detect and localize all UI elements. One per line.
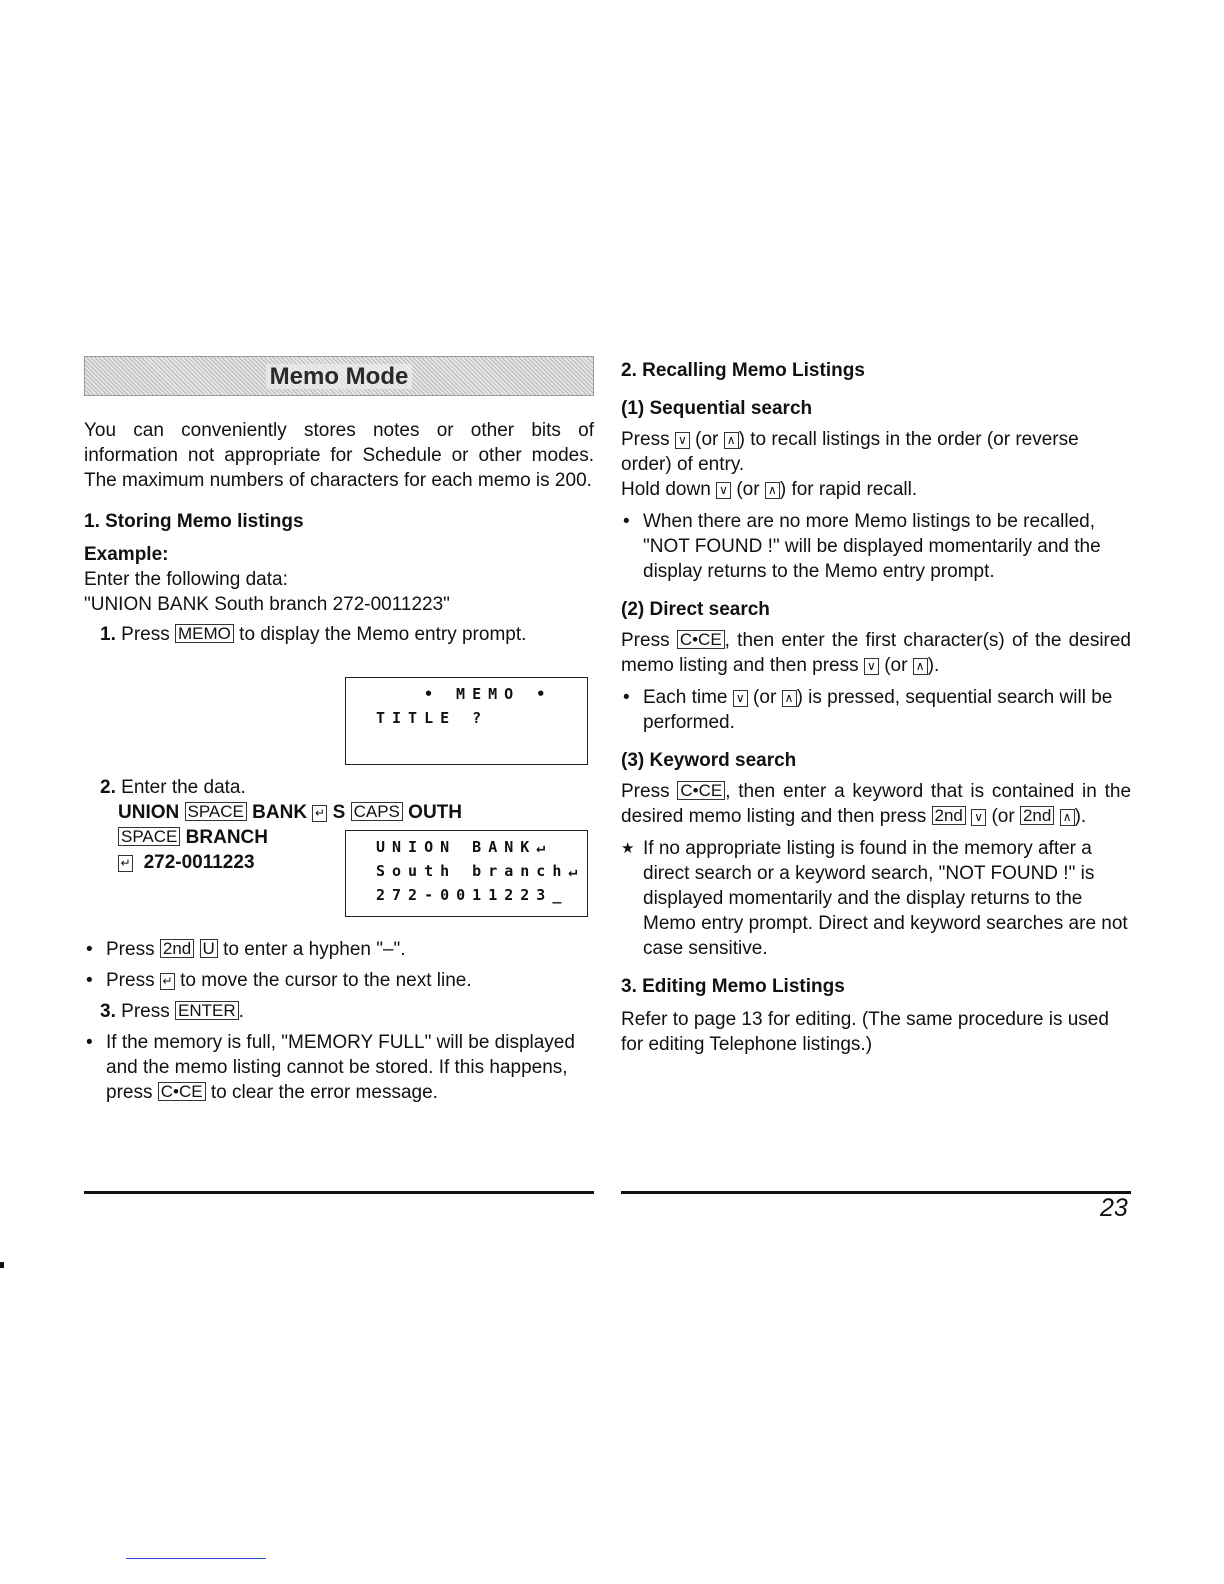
editing-text: Refer to page 13 for editing. (The same procedure is used for editing Telephone listings.) [621,1009,1109,1055]
text: ) is pressed, sequential search will be performed. [643,687,1113,733]
return-key-icon: ↵ [160,973,175,990]
text: Press [121,1001,170,1022]
storing-heading: 1. Storing Memo listings [84,511,304,532]
left-column [84,356,594,647]
text: Hold down [621,479,711,500]
step-1-text-a: Press [121,624,170,645]
memo-key: MEMO [175,624,234,643]
text: . [238,1001,244,1022]
space-key: SPACE [118,827,180,846]
down-key-icon: ∨ [675,432,690,449]
entry-word: BANK [252,802,308,823]
margin-mark [0,1262,4,1268]
sequential-text-2 [621,477,1131,502]
up-key-icon: ∧ [765,482,780,499]
lcd2-line3: 272-0011223_ [376,886,569,904]
text: ) to recall listings in the order (or reverse order) of entry. [621,429,1079,475]
step-1-number: 1. [100,624,116,645]
intro-paragraph: You can conveniently stores notes or other bits of information not appropriate for Schedule or other modes. The maximum numbers of characters for each memo is 200. [84,420,594,491]
step-3 [84,999,594,1024]
step-3-number: 3. [100,1001,116,1022]
text: , then enter the first character(s) of the desired memo listing and then press [621,630,1131,676]
step-2-label: Enter the data. [121,777,246,798]
step-1-text-b: to display the Memo entry prompt. [239,624,527,645]
entry-word: S [332,802,346,823]
keyword-note: ★ If no appropriate listing is found in the memory after a direct search or a keyword search, "NOT FOUND !" is displayed momentarily and the display returns to the Memo entry prompt. Direct and keyword searches are not case sensitive. [621,836,1131,961]
cce-key: C•CE [158,1082,206,1101]
down-key-icon: ∨ [864,658,879,675]
lcd2-line2: South branch↵ [376,862,585,880]
text: to enter a hyphen "–". [223,939,406,960]
text: Press [621,429,670,450]
text: If the memory is full, "MEMORY FULL" will be displayed and the memo listing cannot be stored. If this happens, press [106,1032,575,1103]
page-number: 23 [1100,1194,1128,1222]
lcd2-line1: UNION BANK↵ [376,838,553,856]
up-key-icon: ∧ [782,690,797,707]
bullet-hyphen [84,937,594,962]
text: (or [753,687,777,708]
entry-line-1 [100,800,600,825]
up-key-icon: ∧ [1060,809,1075,826]
text: ). [1074,806,1087,827]
text: Press [621,781,670,802]
cce-key: C•CE [677,781,725,800]
up-key-icon: ∧ [913,658,928,675]
text: to clear the error message. [210,1082,438,1103]
data-text: "UNION BANK South branch 272-0011223" [84,594,450,615]
step-1 [84,622,594,647]
enter-text: Enter the following data: [84,569,288,590]
keyword-heading: (3) Keyword search [621,750,797,771]
sequential-bullet: • When there are no more Memo listings to be recalled, "NOT FOUND !" will be displayed momentarily and the display returns to the Memo entry prompt. [621,509,1131,584]
sequential-text-1 [621,427,1131,477]
bullet-next-line [84,968,594,993]
down-key-icon: ∨ [733,690,748,707]
section-banner [84,356,594,396]
lcd-display-memo-prompt [345,677,588,765]
u-key: U [200,939,218,958]
direct-text [621,628,1131,678]
step-2-number: 2. [100,777,116,798]
lcd1-line1: • MEMO • [424,685,553,703]
footer-rule-right [621,1191,1131,1194]
lcd-display-entry [345,830,588,917]
up-key-icon: ∧ [724,432,739,449]
enter-key: ENTER [175,1001,239,1020]
cce-key: C•CE [677,630,725,649]
text: Each time [643,687,728,708]
text: ). [927,655,940,676]
sequential-heading: (1) Sequential search [621,398,813,419]
keyword-text [621,779,1131,829]
left-bottom [84,937,594,1105]
text: (or [884,655,908,676]
return-key-icon: ↵ [118,855,133,872]
text: Press [106,939,155,960]
text: Press [106,970,155,991]
2nd-key: 2nd [160,939,194,958]
entry-word: UNION [118,802,180,823]
text: (or [736,479,760,500]
recalling-heading: 2. Recalling Memo Listings [621,360,865,381]
down-key-icon: ∨ [716,482,731,499]
2nd-key: 2nd [1020,806,1054,825]
example-label: Example: [84,544,169,565]
down-key-icon: ∨ [971,809,986,826]
section-title: Memo Mode [266,364,413,389]
entry-word: OUTH [408,802,462,823]
text: , then enter a keyword that is contained in the desired memo listing and then press [621,781,1132,827]
entry-word: BRANCH [185,827,268,848]
entry-word: 272-0011223 [143,852,255,873]
return-key-icon: ↵ [312,805,327,822]
text: to move the cursor to the next line. [180,970,472,991]
editing-heading: 3. Editing Memo Listings [621,976,845,997]
text: ) for rapid recall. [779,479,918,500]
space-key: SPACE [185,802,247,821]
right-column [621,356,1131,1057]
caps-key: CAPS [351,802,403,821]
lcd1-line2: TITLE ? [376,709,489,727]
bullet-memory-full [84,1030,594,1105]
text: (or [695,429,719,450]
direct-heading: (2) Direct search [621,599,770,620]
footer-rule-left [84,1191,594,1194]
link-underline [126,1558,266,1559]
text: (or [991,806,1015,827]
text: Press [621,630,670,651]
direct-bullet [621,685,1131,735]
2nd-key: 2nd [932,806,966,825]
